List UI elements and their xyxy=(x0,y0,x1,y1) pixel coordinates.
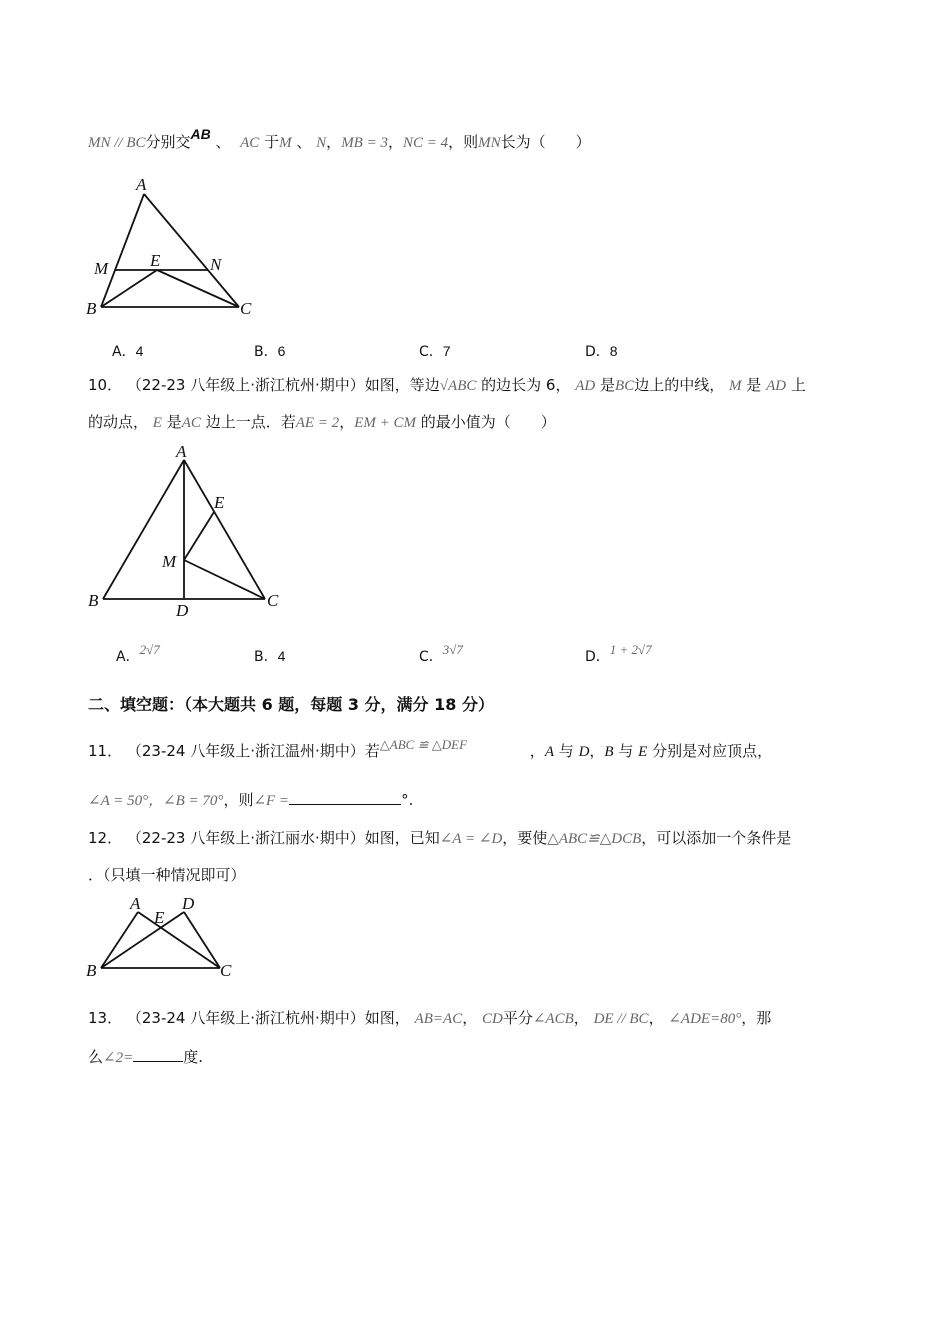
q11-line1 xyxy=(88,737,773,761)
q10-side-ac xyxy=(184,460,265,599)
q12-number: 12． xyxy=(88,829,123,847)
q12-figure xyxy=(84,892,254,982)
q9-mn: MN xyxy=(478,135,501,151)
q9-segment-ec xyxy=(157,270,239,307)
option-value: 3√7 xyxy=(442,642,463,657)
q9-option-b[interactable] xyxy=(254,341,285,361)
option-value: 4 xyxy=(135,343,144,359)
q9-ab: AB xyxy=(190,126,211,142)
q9-label-m: M xyxy=(94,259,109,278)
q9-text: 、 xyxy=(215,133,231,151)
q10-ad: AD xyxy=(575,378,596,394)
q10-bc: BC xyxy=(615,378,635,394)
q13-cd: CD xyxy=(482,1011,503,1027)
q9-text: ， xyxy=(387,133,403,151)
option-value: 8 xyxy=(609,343,618,359)
q12-line1 xyxy=(88,827,791,848)
q13-source: （23-24 八年级上·浙江杭州·期中） xyxy=(126,1009,365,1027)
q9-ac: AC xyxy=(240,135,260,151)
option-letter: B． xyxy=(254,344,278,360)
option-letter: C． xyxy=(419,649,443,665)
q13-number: 13． xyxy=(88,1009,123,1027)
q10-text: 是 xyxy=(746,376,762,394)
q9-label-e: E xyxy=(150,251,161,270)
q11-text: 若 xyxy=(364,742,380,760)
q10-option-a[interactable] xyxy=(116,642,160,666)
q13-text: ， xyxy=(573,1009,589,1027)
q9-option-c[interactable] xyxy=(419,341,451,361)
q9-text: 于 xyxy=(264,133,280,151)
q9-option-a[interactable] xyxy=(112,341,143,361)
q9-label-b: B xyxy=(86,299,97,318)
q12-text: ，要使 xyxy=(502,829,548,847)
q10-option-c[interactable] xyxy=(419,642,463,666)
option-letter: D． xyxy=(585,649,610,665)
q12-label-b: B xyxy=(86,961,97,980)
q13-line2 xyxy=(88,1046,203,1067)
q9-segment-be xyxy=(101,270,157,307)
q12-text: ，可以添加一个条件是 xyxy=(641,829,792,847)
q9-text: 长为（ ） xyxy=(500,133,591,151)
q12-segment-dc xyxy=(184,912,220,968)
q13-text: ， xyxy=(648,1009,664,1027)
q13-angle-ade: ∠ADE=80° xyxy=(668,1011,742,1027)
section-fill-in-blank-title: 二、填空题：（本大题共 6 题，每题 3 分，满分 18 分） xyxy=(88,695,494,714)
q10-text: 的动点， xyxy=(88,413,149,431)
q13-line1 xyxy=(88,1007,771,1028)
q10-text: 的最小值为（ ） xyxy=(420,413,556,431)
q13-de-parallel-bc: DE // BC xyxy=(593,1011,649,1027)
q12-label-a: A xyxy=(130,894,141,913)
q12-source: （22-23 八年级上·浙江丽水·期中） xyxy=(126,829,365,847)
option-value: 7 xyxy=(442,343,451,359)
q12-label-d: D xyxy=(182,894,195,913)
q12-line2: ．（只填一种情况即可） xyxy=(88,866,246,884)
q10-segment-me xyxy=(184,512,214,560)
q13-text: 么 xyxy=(88,1048,104,1066)
q9-mb: MB = 3 xyxy=(341,135,388,151)
q13-angle-acb: ∠ACB xyxy=(532,1011,574,1027)
q12-label-c: C xyxy=(220,961,232,980)
q11-answer-blank[interactable] xyxy=(289,790,401,805)
q10-triangle: √ABC xyxy=(439,378,477,394)
q9-text: 分别交 xyxy=(145,133,191,151)
q9-option-d[interactable] xyxy=(585,341,618,361)
q12-congruence: △ABC≌△DCB xyxy=(547,831,642,847)
q11-line2 xyxy=(88,789,413,810)
q11-e: E xyxy=(638,744,648,760)
q11-text: ， xyxy=(589,742,605,760)
q11-b: B xyxy=(604,744,614,760)
q11-text: 分别是对应顶点， xyxy=(652,742,773,760)
q11-text: °. xyxy=(401,791,414,809)
q10-text: 的边长为 6， xyxy=(481,376,571,394)
q10-side-ab xyxy=(103,460,184,599)
q9-n: N xyxy=(316,135,327,151)
q10-m: M xyxy=(729,378,742,394)
q10-label-c: C xyxy=(267,591,279,610)
q10-number: 10． xyxy=(88,376,123,394)
q10-text: 如图，等边 xyxy=(364,376,440,394)
q10-label-b: B xyxy=(88,591,99,610)
q10-line2 xyxy=(88,411,556,432)
option-value: 2√7 xyxy=(139,642,160,657)
q12-segment-ac xyxy=(138,912,220,968)
q10-figure xyxy=(84,440,304,620)
q10-label-d: D xyxy=(176,601,189,620)
q10-text: ， xyxy=(339,413,355,431)
option-letter: A． xyxy=(112,344,136,360)
q13-text: 度. xyxy=(183,1048,203,1066)
option-letter: A． xyxy=(116,649,140,665)
q10-line1 xyxy=(88,374,806,395)
option-value: 1 + 2√7 xyxy=(609,642,652,657)
q11-angle-f: ∠F = xyxy=(253,793,290,809)
q12-segment-ab xyxy=(101,912,138,968)
q9-text: ，则 xyxy=(448,133,479,151)
q9-nc: NC = 4 xyxy=(402,135,449,151)
q11-a: A xyxy=(544,744,554,760)
q10-text: 是 xyxy=(166,413,182,431)
q11-text: ， xyxy=(529,742,545,760)
q9-figure xyxy=(84,172,264,322)
q11-text: 与 xyxy=(558,742,574,760)
q9-side-ab xyxy=(101,194,144,307)
option-letter: D． xyxy=(585,344,610,360)
q13-text: 如图， xyxy=(364,1009,410,1027)
q11-number: 11． xyxy=(88,742,123,760)
q13-text: ， xyxy=(462,1009,478,1027)
q10-text: 边上的中线， xyxy=(634,376,725,394)
q13-angle-2: ∠2= xyxy=(103,1050,134,1066)
option-letter: B． xyxy=(254,649,278,665)
q10-e: E xyxy=(152,415,162,431)
q10-text: 上 xyxy=(790,376,806,394)
option-value: 4 xyxy=(277,648,286,664)
q9-label-c: C xyxy=(240,299,252,318)
q10-option-b[interactable] xyxy=(254,646,285,666)
q12-text: 如图，已知 xyxy=(364,829,440,847)
q11-source: （23-24 八年级上·浙江温州·期中） xyxy=(126,742,365,760)
q12-label-e: E xyxy=(154,908,165,927)
q9-text: 、 xyxy=(296,133,312,151)
q10-label-m: M xyxy=(162,552,177,571)
q10-text: 是 xyxy=(600,376,616,394)
q13-text: ，那 xyxy=(741,1009,772,1027)
q12-condition: ∠A = ∠D xyxy=(439,831,503,847)
q9-label-n: N xyxy=(210,255,222,274)
q11-congruence: △ABC ≌ △DEF xyxy=(379,737,468,752)
q10-option-d[interactable] xyxy=(585,642,652,666)
q11-d: D xyxy=(578,744,590,760)
q13-text: 平分 xyxy=(502,1009,533,1027)
q10-ac: AC xyxy=(181,415,201,431)
q10-label-e: E xyxy=(214,493,225,512)
q9-mn-parallel-bc: MN // BC xyxy=(88,135,146,151)
q9-text: ， xyxy=(326,133,342,151)
q10-ae: AE = 2 xyxy=(295,415,340,431)
q11-angles: ∠A = 50°，∠B = 70° xyxy=(88,793,224,809)
q13-answer-blank[interactable] xyxy=(133,1047,183,1062)
q10-label-a: A xyxy=(176,442,187,461)
q10-ad: AD xyxy=(766,378,787,394)
q9-question-line xyxy=(88,126,591,152)
option-value: 6 xyxy=(277,343,286,359)
q13-ab-eq-ac: AB=AC xyxy=(414,1011,463,1027)
q10-text: 边上一点．若 xyxy=(205,413,296,431)
q11-text: ，则 xyxy=(223,791,254,809)
q9-label-a: A xyxy=(136,175,147,194)
q9-m: M xyxy=(279,135,292,151)
option-letter: C． xyxy=(419,344,443,360)
q11-text: 与 xyxy=(618,742,634,760)
q12-segment-db xyxy=(101,912,184,968)
q10-em-plus-cm: EM + CM xyxy=(354,415,416,431)
q10-source: （22-23 八年级上·浙江杭州·期中） xyxy=(126,376,365,394)
